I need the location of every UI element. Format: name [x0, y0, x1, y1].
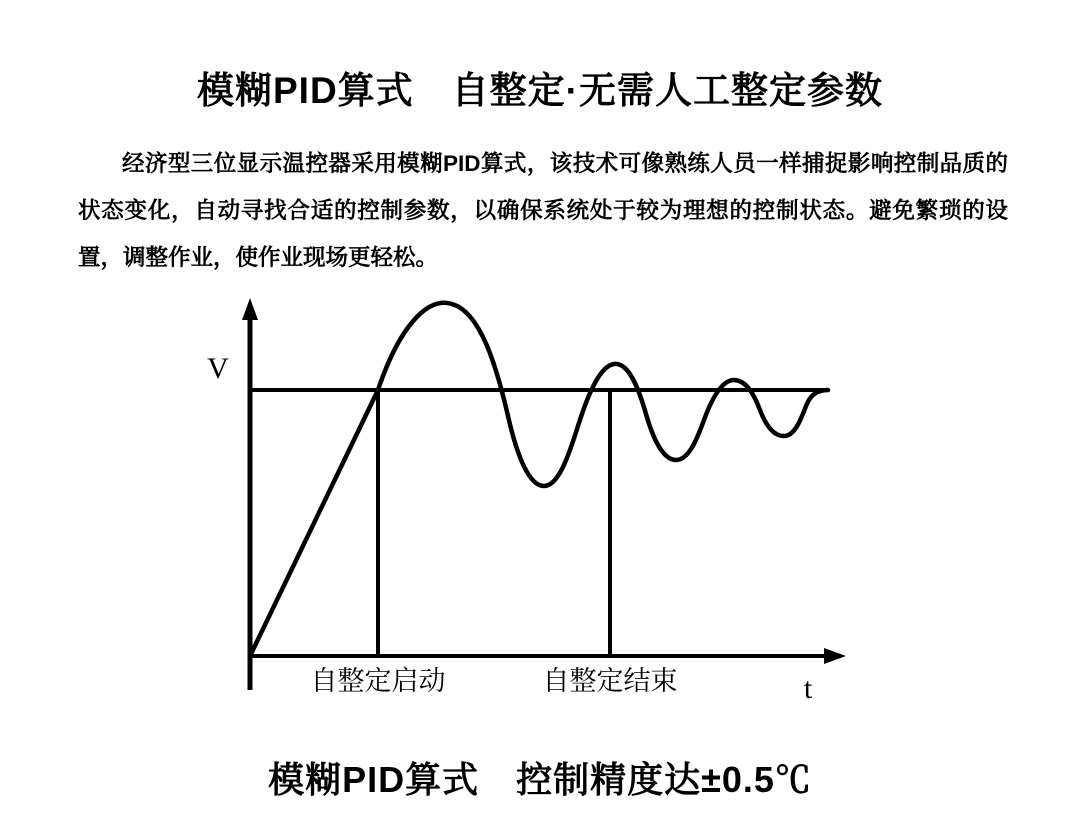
- description-paragraph: 经济型三位显示温控器采用模糊PID算式，该技术可像熟练人员一样捕捉影响控制品质的状态变化，自动寻找合适的控制参数，以确保系统处于较为理想的控制状态。避免繁琐的设置，调整作业，使作业现场更轻松。: [78, 151, 1008, 270]
- x-axis-label: t: [803, 672, 813, 705]
- annotation-label-start: 自整定启动: [310, 666, 446, 696]
- y-axis-label: V: [207, 352, 229, 385]
- footer-caption: 模糊PID算式 控制精度达±0.5℃: [268, 759, 812, 800]
- response-curve: [250, 303, 828, 656]
- pid-response-chart: [140, 290, 940, 710]
- page-title: 模糊PID算式 自整定·无需人工整定参数: [197, 70, 883, 111]
- x-axis: [250, 648, 846, 664]
- annotation-label-end: 自整定结束: [542, 666, 678, 696]
- y-axis: [242, 298, 258, 690]
- chart-svg: [140, 290, 940, 710]
